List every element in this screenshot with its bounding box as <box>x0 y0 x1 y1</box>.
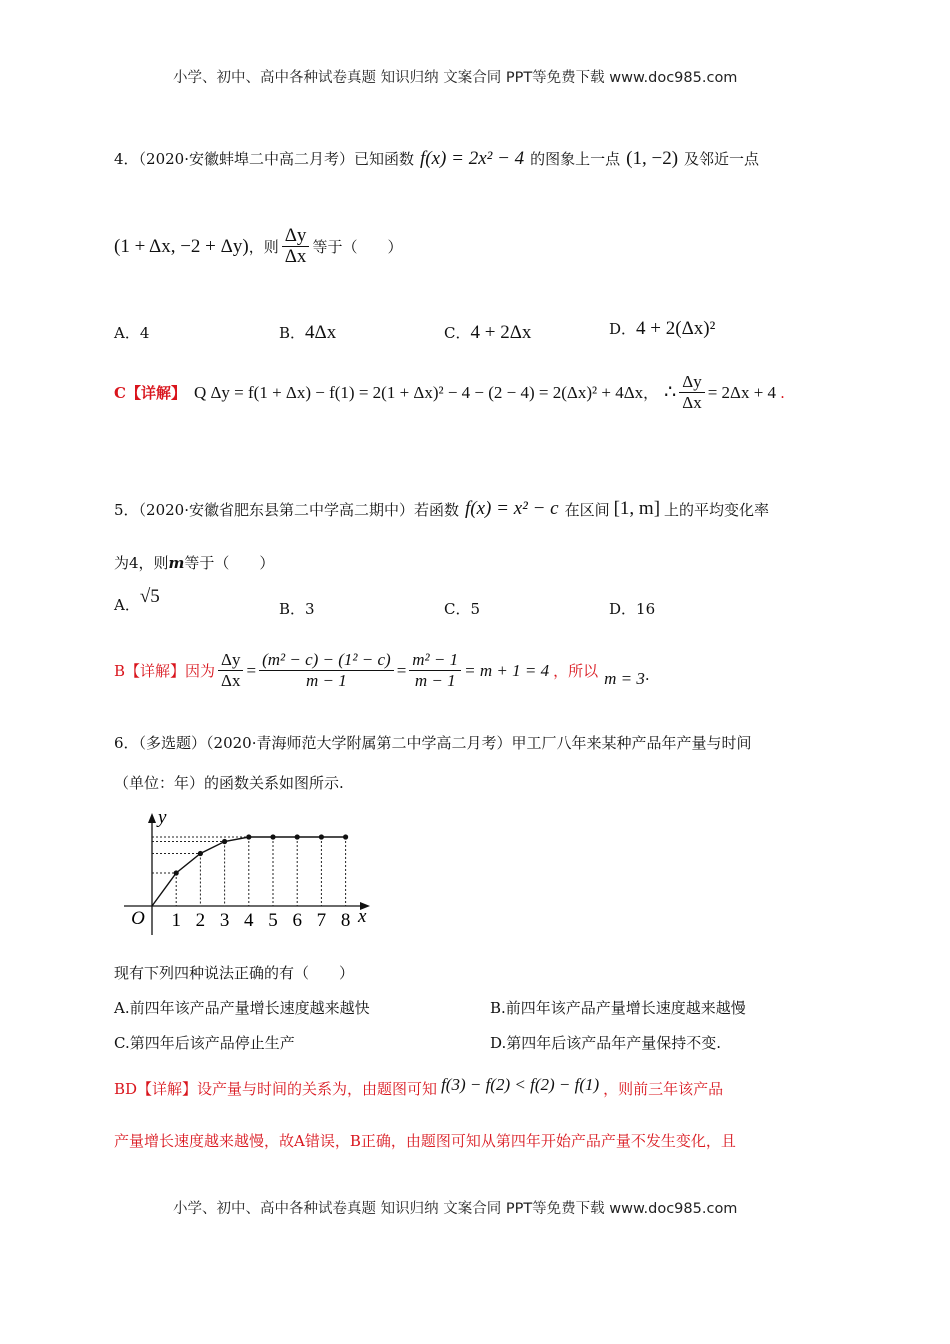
q6-prompt: 现有下列四种说法正确的有（ ） <box>114 964 355 982</box>
q4-answer-rhs: = 2Δx + 4 <box>707 382 777 402</box>
q5-stem-e: 等于（ ） <box>184 554 275 572</box>
q5-function: f(x) = x² − c <box>465 498 559 519</box>
data-point-7 <box>319 834 324 839</box>
q4-stem-d: ，则 <box>248 238 279 256</box>
q4-answer-tag: C【详解】 <box>114 384 186 402</box>
q5-stem-line2 <box>114 552 274 573</box>
q5-stem-c: 上的平均变化率 <box>664 500 770 519</box>
q4-option-b: B．4Δx <box>279 322 337 343</box>
q4-stem-a: 4．（2020·安徽蚌埠二中高二月考）已知函数 <box>114 150 414 168</box>
q5-frac3-num: m² − 1 <box>409 650 461 671</box>
q6-answer-a: BD【详解】设产量与时间的关系为，由题图可知 <box>114 1080 438 1098</box>
q4-option-d: D．4 + 2(Δx)² <box>609 318 716 339</box>
q6-option-c: C.第四年后该产品停止生产 <box>114 1034 295 1052</box>
q4-stem-line1 <box>114 148 759 170</box>
q6-graph <box>112 805 382 940</box>
tick-label-1: 1 <box>171 910 181 931</box>
q5-stem-d: 为4，则 <box>114 554 169 572</box>
q4-frac-num: Δy <box>282 226 310 247</box>
q5-frac2-num: (m² − c) − (1² − c) <box>259 650 394 671</box>
q6-option-a: A.前四年该产品产量增长速度越来越快 <box>114 999 370 1017</box>
q4-stem-b: 的图象上一点 <box>530 150 621 168</box>
production-curve <box>152 837 346 906</box>
q5-option-b: B．3 <box>279 600 315 618</box>
data-point-6 <box>295 834 300 839</box>
q4-point2: (1 + Δx, −2 + Δy) <box>114 235 249 257</box>
data-point-2 <box>198 851 203 856</box>
tick-label-4: 4 <box>244 910 254 931</box>
q6-answer-line1 <box>114 1074 724 1099</box>
q4-stem-line2 <box>114 226 402 267</box>
q5-answer-mid: ，所以 <box>553 662 599 680</box>
tick-label-8: 8 <box>340 910 351 931</box>
tick-label-5: 5 <box>268 910 278 931</box>
q5-frac2 <box>259 650 394 691</box>
page-footer: 小学、初中、高中各种试卷真题 知识归纳 文案合同 PPT等免费下载 www.doc985.com <box>173 1201 738 1217</box>
tick-label-7: 7 <box>316 910 327 931</box>
page-header: 小学、初中、高中各种试卷真题 知识归纳 文案合同 PPT等免费下载 www.doc985.com <box>173 70 738 86</box>
q4-function: f(x) = 2x² − 4 <box>420 148 525 169</box>
q4-answer-fraction <box>679 372 704 413</box>
q5-option-c: C．5 <box>444 600 481 618</box>
q5-option-a: A．√5 <box>114 586 160 614</box>
q6-answer-b: ，则前三年该产品 <box>603 1080 724 1098</box>
q4-option-a: A．4 <box>114 324 150 342</box>
q4-answer-frac-den: Δx <box>682 393 702 412</box>
q4-frac-den: Δx <box>284 246 307 267</box>
q5-var: m <box>168 554 185 572</box>
q6-answer-line2: 产量增长速度越来越慢，故A错误，B正确，由题图可知从第四年开始产品产量不发生变化，且 <box>114 1132 736 1150</box>
q4-answer-sep: ， <box>643 384 659 402</box>
q4-stem-c: 及邻近一点 <box>684 150 760 168</box>
q5-frac3 <box>409 650 461 691</box>
q6-option-b: B.前四年该产品产量增长速度越来越慢 <box>490 999 746 1017</box>
origin-label: O <box>131 908 145 929</box>
chart-root <box>124 807 370 935</box>
q5-answer-result: m = 3 <box>604 668 645 688</box>
q5-tail-expr: = m + 1 = 4 <box>464 660 550 680</box>
q5-answer-end: . <box>644 665 650 684</box>
data-point-8 <box>343 834 348 839</box>
q4-answer-frac-num: Δy <box>679 372 704 393</box>
q5-interval: [1, m] <box>613 498 661 519</box>
q5-stem-b: 在区间 <box>564 500 610 519</box>
q6-stem-line2: （单位：年）的函数关系如图所示. <box>114 774 344 792</box>
tick-label-3: 3 <box>219 910 230 931</box>
q4-stem-e: 等于（ ） <box>312 238 403 256</box>
q6-option-d: D.第四年后该产品年产量保持不变. <box>490 1034 722 1052</box>
q4-point: (1, −2) <box>626 148 679 169</box>
y-axis-label: y <box>158 807 167 828</box>
q4-answer-therefore: ∴ <box>664 382 677 403</box>
x-axis-label: x <box>358 906 367 927</box>
q5-frac2-den: m − 1 <box>306 671 347 690</box>
q6-answer-expr: f(3) − f(2) < f(2) − f(1) <box>441 1074 600 1094</box>
data-point-5 <box>270 834 275 839</box>
data-point-4 <box>246 834 251 839</box>
q5-frac3-den: m − 1 <box>414 671 456 690</box>
q5-answer-tag: B【详解】因为 <box>114 662 216 680</box>
tick-label-6: 6 <box>292 910 302 931</box>
q5-answer: B【详解】因为 $\frac{\Delta y}{\Delta x}$ = $\frac{\text{(m² − c) − (1² − c)}}{m - 1}$ = $\frac{\text{m² − 1}}{m - 1}$ = m + 1 = 4 ，所以 m = 3 . <box>114 650 650 690</box>
q4-option-c: C．4 + 2Δx <box>444 322 532 343</box>
tick-label-2: 2 <box>195 910 206 931</box>
q4-answer <box>114 372 785 413</box>
q6-stem-line1: 6．（多选题）（2020·青海师范大学附属第二中学高二月考）甲工厂八年来某种产品年产量与时间 <box>114 734 752 752</box>
data-point-1 <box>174 870 179 875</box>
q4-answer-expr: Q Δy = f(1 + Δx) − f(1) = 2(1 + Δx)² − 4 − (2 − 4) = 2(Δx)² + 4Δx <box>193 382 644 402</box>
q5-stem-a: 5．（2020·安徽省肥东县第二中学高二期中）若函数 <box>114 500 459 519</box>
q5-frac1-den: Δx <box>221 671 241 690</box>
q4-fraction <box>282 226 310 267</box>
data-point-3 <box>222 839 227 844</box>
q4-answer-end: . <box>780 383 785 402</box>
y-axis-arrow <box>148 813 156 823</box>
q5-frac1 <box>218 650 243 691</box>
q5-frac1-num: Δy <box>218 650 243 671</box>
q5-stem-line1 <box>114 498 769 520</box>
q5-option-d: D．16 <box>609 600 656 618</box>
